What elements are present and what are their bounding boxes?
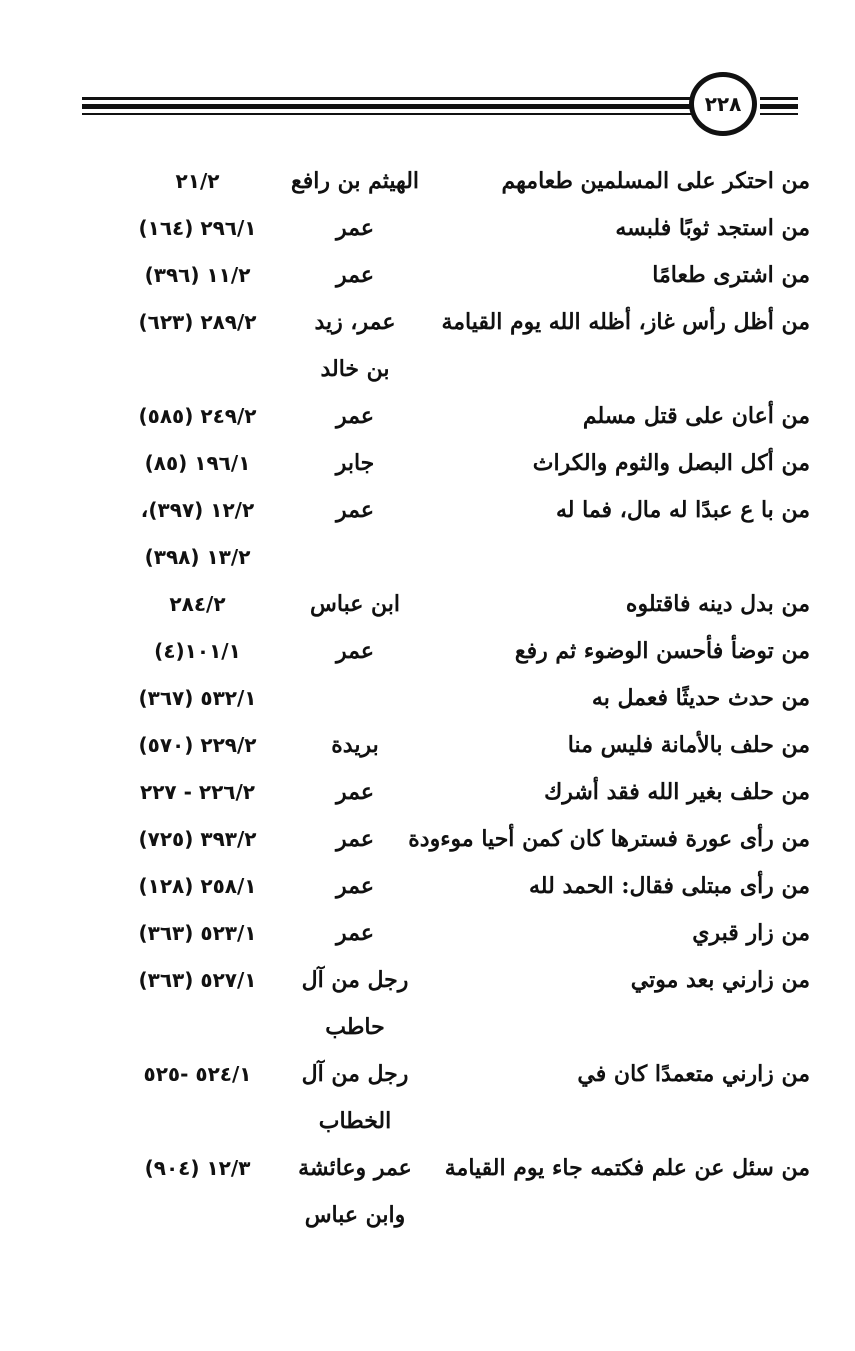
hadith-text: من حلف بالأمانة فليس منا xyxy=(567,732,810,758)
reference-value: ٢٩٦/١ (١٦٤) xyxy=(138,216,257,240)
index-entry xyxy=(110,205,810,252)
narrator-cell xyxy=(285,769,425,816)
narrator-name: الهيثم بن رافع xyxy=(290,168,420,194)
narrator-name: عمر xyxy=(336,920,374,946)
narrator-name: جابر xyxy=(335,450,375,476)
narrator-name: حاطب xyxy=(325,1014,385,1040)
index-entry xyxy=(110,769,810,816)
narrator-name: بريدة xyxy=(331,732,379,758)
narrator-name: عمر xyxy=(336,215,374,241)
narrator-cell xyxy=(285,487,425,534)
narrator-name: عمر xyxy=(336,403,374,429)
narrator-cell xyxy=(285,816,425,863)
narrator-name: عمر xyxy=(336,826,374,852)
narrator-name: وابن عباس xyxy=(304,1202,406,1228)
hadith-text: من احتكر على المسلمين طعامهم xyxy=(501,168,810,194)
hadith-text: من سئل عن علم فكتمه جاء يوم القيامة xyxy=(444,1155,810,1181)
narrator-name: عمر وعائشة xyxy=(298,1155,412,1181)
reference-cell xyxy=(110,628,285,675)
index-entry xyxy=(110,910,810,957)
reference-cell xyxy=(110,487,285,581)
reference-value: ٥٣٢/١ (٣٦٧) xyxy=(138,686,257,710)
hadith-text: من بدل دينه فاقتلوه xyxy=(625,591,810,617)
narrator-cell xyxy=(285,957,425,1051)
index-entry xyxy=(110,722,810,769)
reference-value: ٢٨٤/٢ xyxy=(169,592,226,616)
hadith-text: من زارني متعمدًا كان في xyxy=(577,1061,810,1087)
narrator-cell xyxy=(285,299,425,393)
hadith-text: من أعان على قتل مسلم xyxy=(582,403,810,429)
hadith-text: من حلف بغير الله فقد أشرك xyxy=(544,779,810,805)
narrator-name: رجل من آل xyxy=(301,967,409,993)
reference-value: ١٢/٣ (٩٠٤) xyxy=(144,1156,251,1180)
index-entry xyxy=(110,1145,810,1239)
narrator-cell xyxy=(285,205,425,252)
hadith-text: من حدث حديثًا فعمل به xyxy=(591,685,810,711)
reference-value: ١٩٦/١ (٨٥) xyxy=(144,451,251,475)
reference-cell xyxy=(110,1051,285,1098)
narrator-cell xyxy=(285,252,425,299)
reference-value: ٢٢٩/٢ (٥٧٠) xyxy=(138,733,257,757)
hadith-index-list xyxy=(110,158,810,1239)
reference-value: ٢٢٦/٢ - ٢٢٧ xyxy=(140,780,255,804)
index-entry xyxy=(110,1051,810,1145)
narrator-cell xyxy=(285,158,425,205)
narrator-cell xyxy=(285,393,425,440)
hadith-text: من رأى مبتلى فقال: الحمد لله xyxy=(529,873,810,899)
reference-value: ٥٢٤/١ -٥٢٥ xyxy=(143,1062,252,1086)
reference-cell xyxy=(110,675,285,722)
index-entry xyxy=(110,252,810,299)
hadith-text: من زارني بعد موتي xyxy=(630,967,810,993)
narrator-name: الخطاب xyxy=(318,1108,392,1134)
reference-cell xyxy=(110,863,285,910)
reference-cell xyxy=(110,769,285,816)
narrator-name: بن خالد xyxy=(320,356,390,382)
reference-cell xyxy=(110,816,285,863)
reference-value: ٥٢٣/١ (٣٦٣) xyxy=(138,921,257,945)
header-rule xyxy=(760,97,798,100)
reference-cell xyxy=(110,205,285,252)
narrator-cell xyxy=(285,440,425,487)
reference-value: ٣٩٣/٢ (٧٢٥) xyxy=(138,827,257,851)
reference-cell xyxy=(110,299,285,346)
hadith-text: من اشترى طعامًا xyxy=(652,262,810,288)
narrator-name: عمر xyxy=(336,262,374,288)
reference-value: ٥٢٧/١ (٣٦٣) xyxy=(138,968,257,992)
reference-cell xyxy=(110,252,285,299)
index-entry xyxy=(110,393,810,440)
index-entry xyxy=(110,581,810,628)
index-entry xyxy=(110,299,810,393)
index-entry xyxy=(110,957,810,1051)
narrator-name: عمر، زيد xyxy=(314,309,396,335)
index-entry xyxy=(110,816,810,863)
narrator-cell xyxy=(285,910,425,957)
index-entry xyxy=(110,863,810,910)
narrator-name: رجل من آل xyxy=(301,1061,409,1087)
hadith-text: من أظل رأس غاز، أظله الله يوم القيامة xyxy=(441,309,810,335)
reference-cell xyxy=(110,910,285,957)
index-entry xyxy=(110,440,810,487)
page-header xyxy=(0,0,855,150)
hadith-text: من توضأ فأحسن الوضوء ثم رفع xyxy=(514,638,810,664)
header-rule xyxy=(760,113,798,115)
narrator-name: عمر xyxy=(336,497,374,523)
header-rule xyxy=(82,104,707,109)
narrator-cell xyxy=(285,863,425,910)
hadith-text: من أكل البصل والثوم والكراث xyxy=(532,450,810,476)
narrator-name: عمر xyxy=(336,638,374,664)
index-entry xyxy=(110,487,810,581)
hadith-text: من استجد ثوبًا فلبسه xyxy=(615,215,810,241)
reference-cell xyxy=(110,440,285,487)
header-rule xyxy=(82,113,707,115)
reference-cell xyxy=(110,581,285,628)
reference-value: ٢١/٢ xyxy=(175,169,220,193)
header-rule xyxy=(760,104,798,109)
hadith-text: من با ع عبدًا له مال، فما له xyxy=(555,497,810,523)
reference-value: ١٠١/١(٤) xyxy=(154,639,241,663)
reference-value: ٢٤٩/٢ (٥٨٥) xyxy=(138,404,257,428)
hadith-text: من زار قبري xyxy=(692,920,810,946)
reference-value: ٢٥٨/١ (١٢٨) xyxy=(138,874,257,898)
narrator-name: عمر xyxy=(336,779,374,805)
header-rule xyxy=(82,97,707,100)
reference-value: ١٣/٢ (٣٩٨) xyxy=(144,545,251,569)
reference-cell xyxy=(110,1145,285,1192)
reference-value: ١١/٢ (٣٩٦) xyxy=(144,263,251,287)
narrator-cell xyxy=(285,1051,425,1145)
reference-cell xyxy=(110,957,285,1004)
index-entry xyxy=(110,675,810,722)
reference-cell xyxy=(110,393,285,440)
reference-cell xyxy=(110,722,285,769)
narrator-name: ابن عباس xyxy=(310,591,400,617)
narrator-cell xyxy=(285,581,425,628)
narrator-cell xyxy=(285,1145,425,1239)
reference-value: ١٢/٢ (٣٩٧)، xyxy=(140,498,255,522)
index-entry xyxy=(110,628,810,675)
hadith-text: من رأى عورة فسترها كان كمن أحيا موءودة xyxy=(408,826,810,852)
narrator-name: عمر xyxy=(336,873,374,899)
reference-value: ٢٨٩/٢ (٦٢٣) xyxy=(138,310,257,334)
narrator-cell xyxy=(285,628,425,675)
index-entry xyxy=(110,158,810,205)
narrator-cell xyxy=(285,722,425,769)
page-number: ٢٢٨ xyxy=(689,72,757,136)
reference-cell xyxy=(110,158,285,205)
